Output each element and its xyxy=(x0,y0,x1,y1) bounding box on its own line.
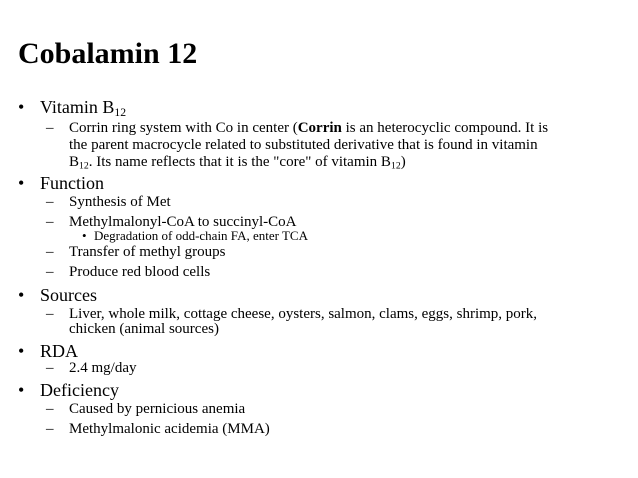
function-item-synthesis xyxy=(46,194,171,211)
dash-glyph: – xyxy=(46,244,54,260)
vitamin-subscript: 12 xyxy=(114,105,127,119)
function-item-text: Transfer of methyl groups xyxy=(69,244,226,260)
vitamin-desc-text-a: Corrin ring system with Co in center ( xyxy=(69,120,298,136)
deficiency-item-pernicious-anemia xyxy=(46,401,245,418)
sources-text: Liver, whole milk, cottage cheese, oysters, salmon, clams, eggs, shrimp, pork, xyxy=(69,306,538,322)
dash-glyph: – xyxy=(46,360,54,376)
vitamin-desc-bold: Corrin xyxy=(297,120,342,136)
dash-glyph: – xyxy=(46,421,54,437)
dash-glyph: – xyxy=(46,214,54,230)
bullet-glyph: • xyxy=(18,380,25,400)
bullet-glyph: • xyxy=(18,97,25,117)
dash-glyph: – xyxy=(46,306,54,322)
vitamin-desc-l3-sub2: 12 xyxy=(390,160,401,172)
dash-glyph: – xyxy=(46,264,54,280)
sources-label: Sources xyxy=(40,285,97,305)
rda-value: 2.4 mg/day xyxy=(69,360,137,376)
dash-glyph: – xyxy=(46,120,54,136)
sources-line-2: chicken (animal sources) xyxy=(69,321,219,337)
dash-glyph: – xyxy=(46,401,54,417)
slide-title: Cobalamin 12 xyxy=(18,37,198,70)
vitamin-desc-line-2: the parent macrocycle related to substituted derivative that is found in vitamin xyxy=(69,137,538,153)
bullet-function xyxy=(18,172,104,194)
deficiency-item-text: Methylmalonic acidemia (MMA) xyxy=(69,421,270,437)
function-item-text: Synthesis of Met xyxy=(69,194,171,210)
vitamin-desc-l3-c: ) xyxy=(400,154,406,170)
function-item-text: Produce red blood cells xyxy=(69,264,211,280)
function-item-methyl-transfer xyxy=(46,244,226,261)
bullet-glyph: • xyxy=(82,228,87,243)
bullet-sources xyxy=(18,284,97,306)
vitamin-desc-line-3 xyxy=(69,154,406,171)
deficiency-item-text: Caused by pernicious anemia xyxy=(69,401,246,417)
bullet-rda xyxy=(18,340,78,362)
function-item-red-blood-cells xyxy=(46,264,210,281)
bullet-glyph: • xyxy=(18,173,25,193)
function-label: Function xyxy=(40,173,105,193)
function-subitem-text: Degradation of odd-chain FA, enter TCA xyxy=(94,228,308,243)
vitamin-label: Vitamin B xyxy=(40,97,115,117)
vitamin-desc-l3-sub1: 12 xyxy=(79,160,89,172)
deficiency-label: Deficiency xyxy=(40,380,119,400)
vitamin-desc-l3-b: . Its name reflects that it is the "core" of vitamin B xyxy=(88,154,391,170)
function-item-text: Methylmalonyl-CoA to succinyl-CoA xyxy=(69,214,297,230)
bullet-vitamin-b12 xyxy=(18,96,126,118)
bullet-glyph: • xyxy=(18,341,25,361)
vitamin-desc-line-1 xyxy=(46,120,548,137)
deficiency-item-mma xyxy=(46,421,270,438)
vitamin-desc-text-b: is an heterocyclic compound. It is xyxy=(341,120,549,136)
bullet-glyph: • xyxy=(18,285,25,305)
bullet-deficiency xyxy=(18,379,119,401)
rda-label: RDA xyxy=(40,341,79,361)
rda-value-line xyxy=(46,360,137,377)
dash-glyph: – xyxy=(46,194,54,210)
vitamin-desc-l3-a: B xyxy=(69,154,80,170)
function-subitem-degradation xyxy=(82,228,308,244)
